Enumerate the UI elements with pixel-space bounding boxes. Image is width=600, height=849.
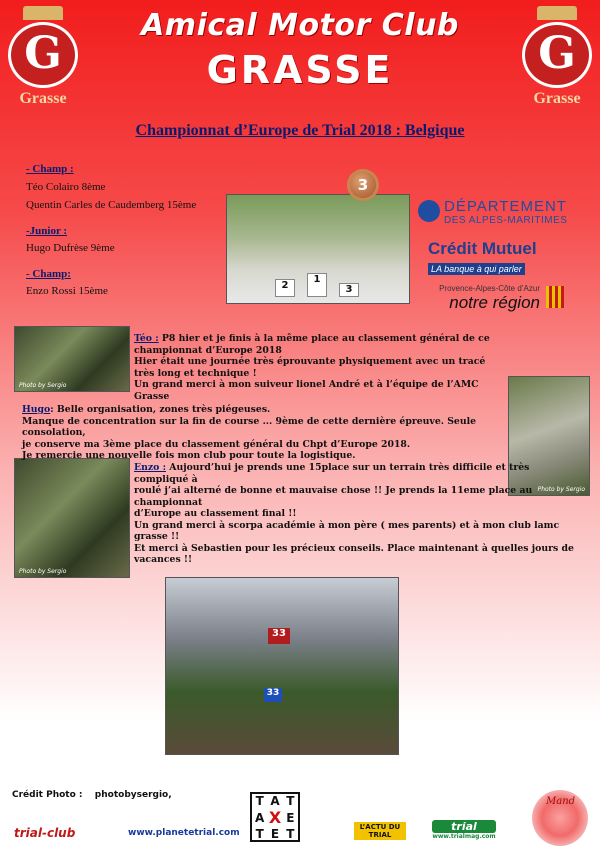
departement-icon: [418, 200, 440, 222]
credit-label: Crédit Photo :: [12, 790, 83, 800]
logo-letter: A: [270, 794, 280, 808]
photo-credit: [12, 790, 172, 800]
region-flag-icon: [546, 286, 564, 308]
club-title: Amical Motor Club: [141, 8, 459, 43]
credit-mutuel-name: Crédit Mutuel: [428, 239, 537, 258]
hugo-statement: [22, 404, 502, 462]
enzo-statement: [134, 462, 574, 566]
actu-du-trial-logo: L’ACTU DU TRIAL: [354, 822, 406, 840]
logo-letter: T: [255, 827, 264, 841]
planete-trial-logo: www.planetetrial.com: [128, 828, 240, 838]
departement-logo: [444, 198, 594, 226]
trial-club-logo: trial-club: [14, 826, 76, 840]
logo-letter: G: [8, 22, 78, 88]
result-line: Enzo Rossi 15ème: [26, 285, 108, 297]
credit-value: photobysergio,: [94, 790, 172, 800]
logo-letter: E: [286, 810, 295, 825]
photo-credit-mark: Photo by Sergio: [19, 382, 67, 389]
bib-number: 33: [264, 688, 282, 702]
logo-letter: T: [255, 794, 264, 808]
statement-line: Je remercie une nouvelle fois mon club pour toute la logistique.: [22, 450, 356, 461]
magazine-name: trial: [432, 820, 496, 833]
bib-number: 33: [268, 628, 290, 644]
club-name: GRASSE: [206, 48, 394, 92]
enzo-photo: [14, 458, 130, 578]
podium-number: 2: [275, 279, 295, 297]
teo-photo: [14, 326, 130, 392]
podium-photo: [226, 194, 410, 304]
tat-axe-logo: [250, 792, 300, 842]
statement-line: roulé j’ai alterné de bonne et mauvaise chose !! Je prends la 11eme place au championnat: [134, 485, 533, 508]
departement-line1: DÉPARTEMENT: [444, 198, 567, 215]
teo-statement: [134, 333, 504, 402]
rider-name: Hugo: [22, 404, 51, 415]
logo-letter: X: [268, 808, 282, 827]
magazine-url: www.trialmag.com: [432, 833, 496, 840]
statement-line: Un grand merci à scorpa académie à mon père ( mes parents) et à mon club lamc grasse !!: [134, 519, 560, 542]
departement-line2: DES ALPES-MARITIMES: [444, 215, 568, 226]
logo-letter: A: [255, 810, 265, 825]
photo-credit-mark: Photo by Sergio: [537, 486, 585, 493]
logo-letter: E: [270, 827, 280, 841]
credit-mutuel-logo: [428, 239, 578, 277]
statement-line: P8 hier et je finis à la même place au classement général de ce championnat d’Europe 2018: [134, 333, 490, 356]
statement-line: Et merci à Sebastien pour les précieux conseils. Place maintenant à quelles jours de vacances !!: [134, 542, 574, 565]
logo-word: Grasse: [19, 90, 67, 107]
result-line: Quentin Carles de Caudemberg 15ème: [26, 199, 197, 211]
statement-line: Hier était une journée très éprouvante physiquement avec un tracé très long et technique !: [134, 356, 486, 379]
champ2-heading: - Champ:: [26, 268, 71, 280]
statement-line: Un grand merci à mon suiveur lionel André et à l’équipe de l’AMC Grasse: [134, 379, 479, 402]
statement-line: je conserve ma 3ème place du classement général du Chpt d’Europe 2018.: [22, 438, 411, 450]
page-subtitle: Championnat d’Europe de Trial 2018 : Belgique: [135, 122, 465, 139]
statement-line: Aujourd’hui je prends une 15place sur un terrain très difficile et très compliqué à: [134, 462, 530, 485]
results-list: [26, 162, 231, 298]
rider-name: Enzo :: [134, 462, 166, 473]
podium-number: 3: [339, 283, 359, 297]
region-line1: Provence-Alpes-Côte d’Azur: [439, 284, 540, 293]
credit-mutuel-slogan: LA banque à qui parler: [428, 263, 525, 275]
rider-name: Téo :: [134, 333, 159, 344]
result-line: Téo Colairo 8ème: [26, 181, 106, 193]
junior-heading: -Junior :: [26, 225, 68, 237]
bronze-medal-icon: 3: [350, 172, 376, 198]
champ-heading: - Champ :: [26, 163, 74, 175]
podium-number: 1: [307, 273, 327, 297]
photo-credit-mark: Photo by Sergio: [19, 568, 67, 575]
statement-line: : Belle organisation, zones très piégeuses.: [50, 404, 271, 415]
statement-line: d’Europe au classement final !!: [134, 508, 297, 519]
logo-word: Grasse: [533, 90, 581, 107]
logo-letter: T: [286, 794, 295, 808]
logo-letter: G: [522, 22, 592, 88]
group-photo: [165, 577, 399, 755]
result-line: Hugo Dufrèse 9ème: [26, 242, 115, 254]
hibiscus-flower-icon: [532, 790, 588, 846]
statement-line: Manque de concentration sur la fin de course ... 9ème de cette dernière épreuve. Seule consolation,: [22, 415, 477, 438]
region-line2: notre région: [449, 293, 540, 312]
signature: Mand: [546, 796, 576, 807]
region-logo: [420, 284, 540, 313]
trial-magazine-logo: [432, 820, 496, 840]
logo-letter: T: [286, 827, 295, 841]
